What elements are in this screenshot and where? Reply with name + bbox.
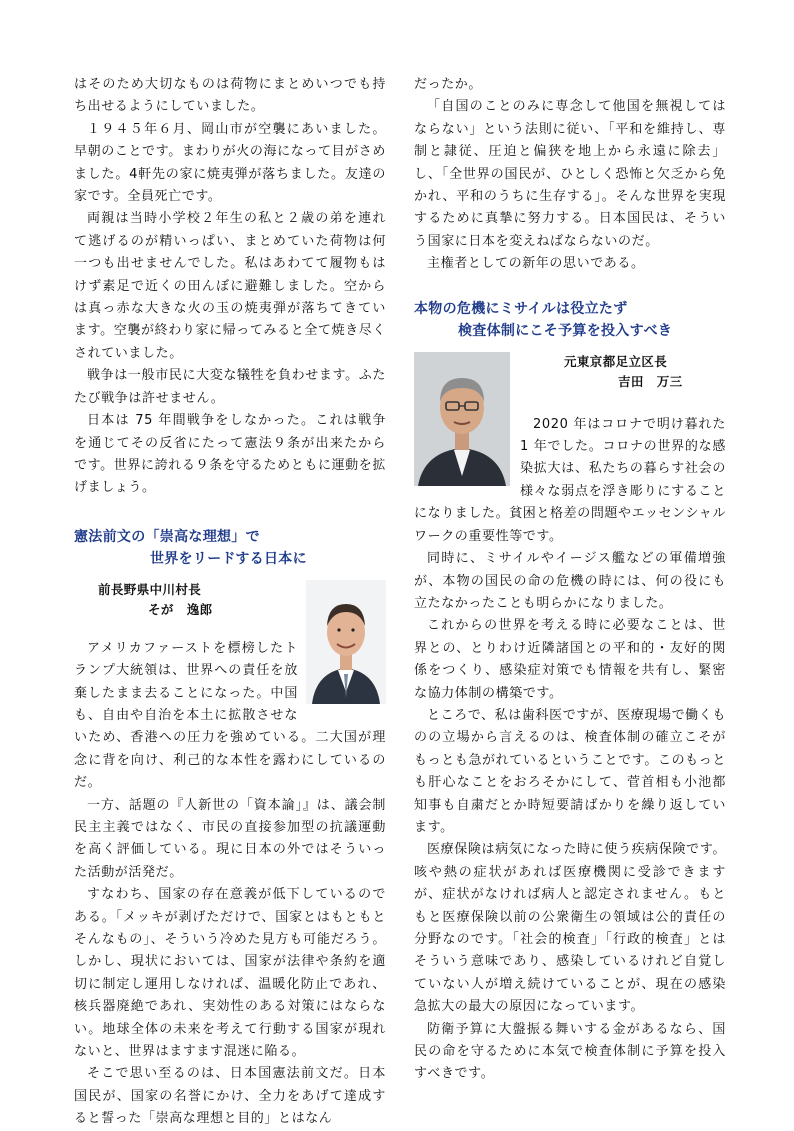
intro-paragraph: 日本は 75 年間戦争をしなかった。これは戦争を通じてその反省にたって憲法９条が出来たからです。世界に誇れる９条を守るためともに運動を拡げましょう。 <box>74 413 386 496</box>
article-paragraph: アメリカファーストを標榜したトランプ大統領は、世界への責任を放棄したまま去ることになった。中国も、自由や自治を本土に拡散させないため、香港への圧力を強めている。二大国が理念に背を向け、利己的な本性を露わにしているのだ。 <box>74 640 386 791</box>
article-heading <box>74 526 386 570</box>
author-portrait-image <box>414 352 510 486</box>
intro-paragraph: はそのため大切なものは荷物にまとめいつでも持ち出せるようにしていました。 <box>74 77 386 115</box>
author-photo <box>414 352 510 486</box>
article-heading-line1: 憲法前文の「崇高な理想」で <box>74 528 260 545</box>
author-name: そが 逸郎 <box>148 601 213 617</box>
continued-paragraph: 「自国のことのみに専念して他国を無視してはならない」という法則に従い、「平和を維持し、専制と隷従、圧迫と偏狭を地上から永遠に除去」し、「全世界の国民が、ひとしく恐怖と欠乏から免かれ、平和のうちに生存する」。そんな世界を実現するために真摯に努力する。日本国民は、そういう国家に日本を変えねばならないのだ。 <box>414 99 726 249</box>
intro-paragraph: １９４５年６月、岡山市が空襲にあいました。早朝のことです。まわりが火の海になって目がさめました。4軒先の家に焼夷弾が落ちました。友達の家です。全員死亡です。 <box>74 121 386 205</box>
left-column <box>74 74 386 1131</box>
author-name: 吉田 万三 <box>618 373 683 389</box>
author-portrait-image <box>306 580 386 704</box>
author-title: 元東京都足立区長 <box>564 353 668 369</box>
article-paragraph: 一方、話題の『人新世の「資本論」』は、議会制民主主義ではなく、市民の直接参加型の抗議運動を高く評価している。現に日本の外ではそういった活動が活発だ。 <box>74 797 386 880</box>
article-paragraph: これからの世界を考える時に必要なことは、世界との、とりわけ近隣諸国との平和的・友好的関係をつくり、感染症対策でも情報を共有し、緊密な協力体制の構築です。 <box>414 618 726 701</box>
article-body <box>74 580 386 1131</box>
continued-paragraph: だったか。 <box>414 77 483 92</box>
article-paragraph: 防衛予算に大盤振る舞いする金があるなら、国民の命を守るために本気で検査体制に予算を投入すべきです。 <box>414 1021 726 1082</box>
intro-paragraph: 両親は当時小学校２年生の私と２歳の弟を連れて逃げるのが精いっぱい、まとめていた荷物は何一つも出せませんでした。私はあわてて履物もはけず素足で近くの田んぼに避難しました。空からは真っ赤な大きな火の玉の焼夷弾が落ちてきています。空襲が終わり家に帰ってみると全て焼き尽くされていました。 <box>74 211 386 361</box>
article-paragraph: そこで思い至るのは、日本国憲法前文だ。日本国民が、国家の名誉にかけ、全力をあげて達成すると誓った「崇高な理想と目的」とはなん <box>74 1066 386 1127</box>
article-paragraph: 医療保険は病気になった時に使う疾病保険です。咳や熱の症状があれば医療機関に受診できますが、症状がなければ病人と認定されません。もともと医療保険以前の公衆衛生の領域は公的責任の分野なのです。「社会的検査」「行政的検査」とはそういう意味であり、感染しているけれど自覚していない人が増え続けていることが、現在の感染急拡大の最大の原因になっています。 <box>414 842 726 1015</box>
article-heading-line1: 本物の危機にミサイルは役立たず <box>414 300 628 317</box>
intro-paragraph: 戦争は一般市民に大変な犠牲を負わせます。ふたたび戦争は許せません。 <box>74 368 386 406</box>
article-paragraph: 2020 年はコロナで明け暮れた 1 年でした。コロナの世界的な感染拡大は、私たちの暮らす社会の様々な弱点を浮き彫りにすることになりました。貧困と格差の問題やエッセンシャルワークの重要性等です。 <box>414 416 726 544</box>
article-heading-line2: 世界をリードする日本に <box>150 550 307 567</box>
article-heading <box>414 298 726 342</box>
author-title: 前長野県中川村長 <box>98 581 202 597</box>
article-paragraph: ところで、私は歯科医ですが、医療現場で働くものの立場から言えるのは、検査体制の確立こそがもっとも急がれているということです。このもっとも肝心なことをおろそかにして、菅首相も小池都知事も自粛だとか時短要請ばかりを繰り返しています。 <box>414 707 726 835</box>
author-photo <box>306 580 386 704</box>
article-paragraph: すなわち、国家の存在意義が低下しているのである。「メッキが剥げただけで、国家とはもともとそんなもの」、そういう冷めた見方も可能だろう。しかし、現状においては、国家が法律や条約を適切に制定し運用しなければ、温暖化防止であれ、核兵器廃絶であれ、実効性のある対策にはならない。地球全体の未来を考えて行動する国家が現れないと、世界はますます混迷に陥る。 <box>74 887 386 1060</box>
article-paragraph: 同時に、ミサイルやイージス艦などの軍備増強が、本物の国民の命の危機の時には、何の役にも立たなかったことも明らかになりました。 <box>414 551 726 611</box>
article-body <box>414 352 726 1086</box>
article-heading-line2: 検査体制にこそ予算を投入すべき <box>458 322 673 339</box>
continued-paragraph: 主権者としての新年の思いである。 <box>427 256 645 272</box>
right-column <box>414 74 726 1086</box>
